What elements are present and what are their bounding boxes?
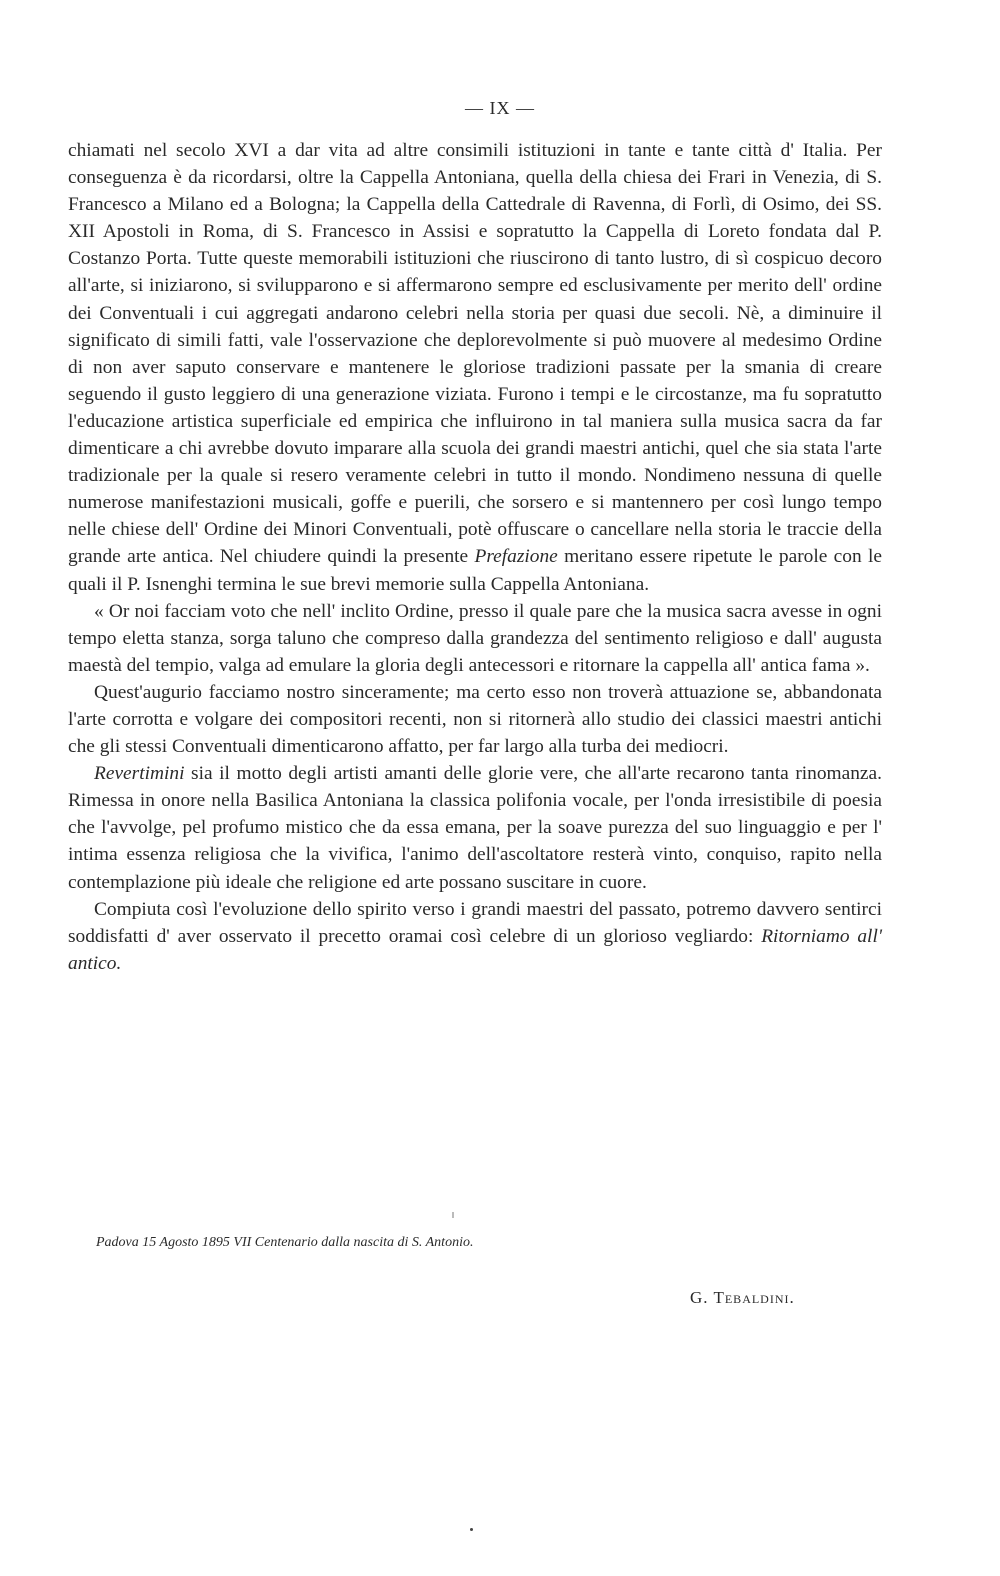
paragraph-4-italic: Revertimini (94, 763, 185, 785)
print-dot (470, 1528, 473, 1531)
paragraph-2-text: « Or noi facciam voto che nell' inclito Ordine, presso il quale pare che la musica sacra avesse in ogni tempo eletta stanza, sorga taluno che compreso dalla grandezza del sentimento religioso e dall' augusta maestà del tempio, valga ad emulare la gloria degli antecessori e ritornare la cappella all' antica fama ». (68, 600, 882, 676)
paragraph-1-text: chiamati nel secolo XVI a dar vita ad altre consimili istituzioni in tante e tante città d' Italia. Per conseguenza è da ricordarsi, oltre la Cappella Antoniana, quella della chiesa dei Frari in Venezia, di S. Francesco a Milano ed a Bologna; la Cappella della Cattedrale di Ravenna, di Forlì, di Osimo, dei SS. XII Apostoli in Roma, di S. Francesco in Assisi e sopratutto la Cappella di Loreto fondata dal P. Costanzo Porta. Tutte queste memorabili istituzioni che riuscirono di tanto lustro, di sì cospicuo decoro all'arte, si iniziarono, si svilupparono e si affermarono sempre ed esclusivamente per merito dell' ordine dei Conventuali i cui aggregati andarono celebri nella storia per quasi due secoli. Nè, a diminuire il significato di simili fatti, vale l'osservazione che deplorevolmente si può muovere al medesimo Ordine di non aver saputo conservare e mantenere le gloriose tradizioni passate per la smania di creare seguendo il gusto leggiero di una generazione viziata. Furono i tempi e le circostanze, ma fu sopratutto l'educazione artistica superficiale ed empirica che influirono in tal maniera sulla musica sacra da far dimenticare a chi avrebbe dovuto imparare alla scuola dei grandi maestri antichi, quel che sia stata l'arte tradizionale per la quale si resero veramente celebri in tutto il mondo. Nondimeno nessuna di quelle numerose manifestazioni musicali, goffe e puerili, che sorsero e si mantennero per così lungo tempo nelle chiese dell' Ordine dei Minori Conventuali, potè offuscare o cancellare nella storia le traccie della grande arte antica. Nel chiudere quindi la presente (68, 140, 882, 568)
paragraph-1 (68, 137, 882, 598)
paragraph-5 (68, 896, 882, 977)
paragraph-3-text: Quest'augurio facciamo nostro sinceramente; ma certo esso non troverà attuazione se, abbandonata l'arte corrotta e volgare dei compositori recenti, non si ritornerà allo studio dei classici maestri antichi che gli stessi Conventuali dimenticarono affatto, per far largo alla turba dei mediocri. (68, 681, 882, 758)
dateline: Padova 15 Agosto 1895 VII Centenario dalla nascita di S. Antonio. (96, 1235, 474, 1250)
page-number: — IX — (465, 98, 535, 118)
body-text (68, 137, 882, 977)
paragraph-5-text: Compiuta così l'evoluzione dello spirito verso i grandi maestri del passato, potremo davvero sentirci soddisfatti d' aver osservato il precetto oramai così celebre di un glorioso vegliardo: (68, 898, 882, 947)
author-signature: G. Tebaldini. (690, 1288, 795, 1307)
paragraph-1-italic: Prefazione (474, 546, 558, 568)
paragraph-2-quote (68, 598, 882, 679)
paragraph-1-text-end: meritano essere ripetute le parole con le quali il P. Isnenghi termina le sue brevi memorie sulla Cappella Antoniana. (68, 546, 882, 595)
paragraph-4-text: sia il motto degli artisti amanti delle glorie vere, che all'arte recarono tanta rinomanza. Rimessa in onore nella Basilica Antoniana la classica polifonia vocale, per l'onda irresistibile di poesia che l'avvolge, pel profumo mistico che da essa emana, per la soave purezza del suo linguaggio e per l' intima essenza religiosa che la vivifica, l'animo dell'ascoltatore resterà vinto, conquiso, rapito nella contemplazione più ideale che religione ed arte possano suscitare in cuore. (68, 763, 882, 893)
paragraph-3 (68, 679, 882, 760)
print-speck (452, 1212, 454, 1218)
paragraph-4 (68, 760, 882, 895)
paragraph-5-italic: Ritorniamo all' antico. (68, 925, 882, 974)
